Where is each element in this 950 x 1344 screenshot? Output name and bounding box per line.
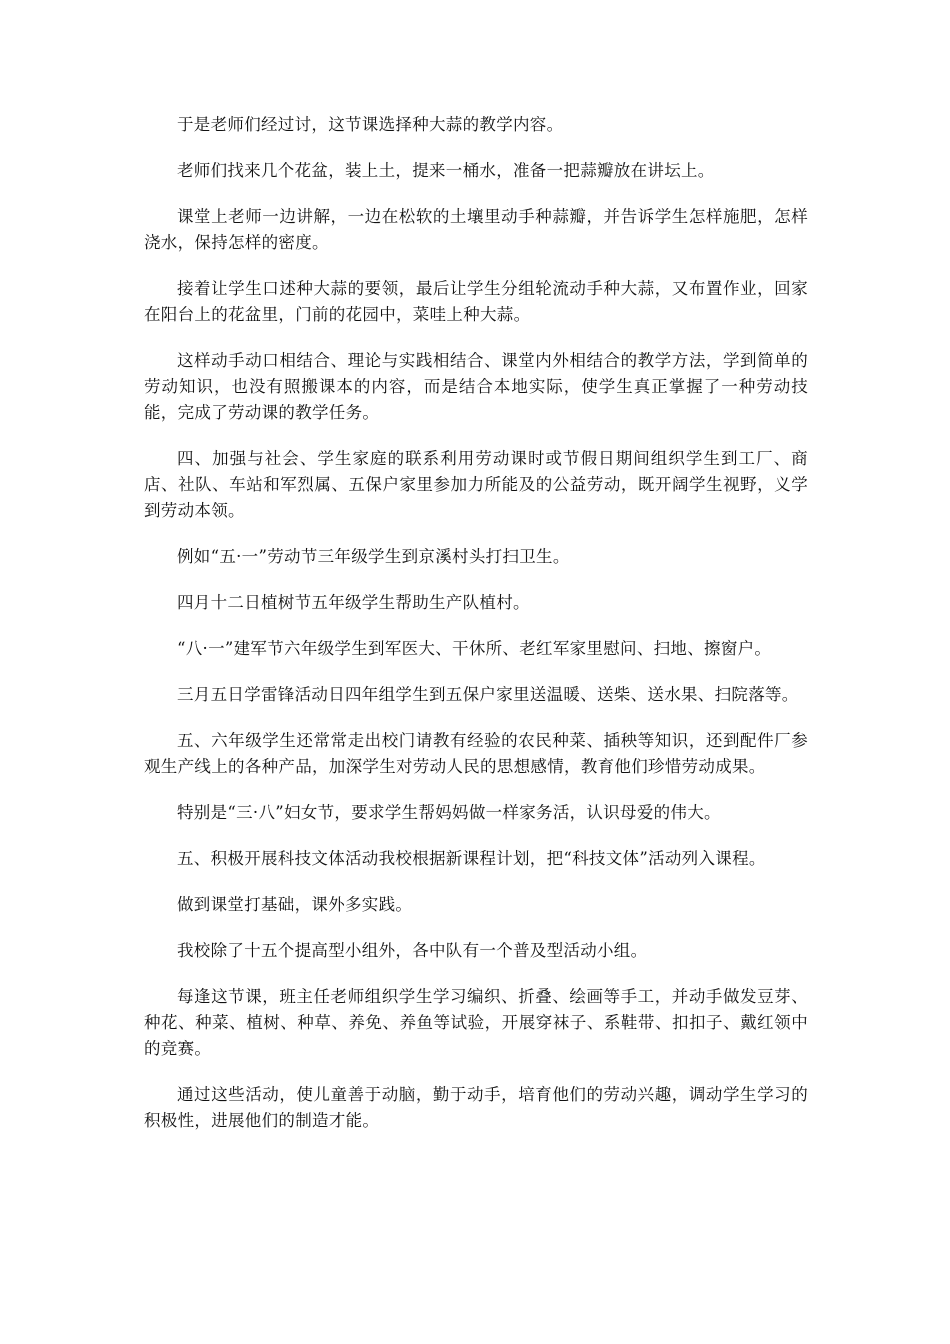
paragraph: 五、积极开展科技文体活动我校根据新课程计划，把“科技文体”活动列入课程。 bbox=[177, 849, 766, 868]
paragraph: 课堂上老师一边讲解，一边在松软的土壤里动手种蒜瓣，并告诉学生怎样施肥，怎样浇水，保持怎样的密度。 bbox=[144, 207, 808, 252]
paragraph: 通过这些活动，使儿童善于动脑，勤于动手，培育他们的劳动兴趣，调动学生学习的积极性，进展他们的制造才能。 bbox=[144, 1085, 808, 1130]
paragraph: 特别是“三·八”妇女节，要求学生帮妈妈做一样家务活，认识母爱的伟大。 bbox=[177, 803, 721, 822]
paragraph: 做到课堂打基础，课外多实践。 bbox=[177, 895, 413, 914]
paragraph: “八·一”建军节六年级学生到军医大、干休所、老红军家里慰问、扫地、擦窗户。 bbox=[177, 639, 772, 658]
paragraph: 每逢这节课，班主任老师组织学生学习编织、折叠、绘画等手工，并动手做发豆芽、种花、种菜、植树、种草、养免、养鱼等试验，开展穿袜子、系鞋带、扣扣子、戴红领中的竞赛。 bbox=[144, 987, 808, 1058]
paragraph: 三月五日学雷锋活动日四年组学生到五保户家里送温暖、送柴、送水果、扫院落等。 bbox=[177, 685, 799, 704]
paragraph: 例如“五·一”劳动节三年级学生到京溪村头打扫卫生。 bbox=[177, 547, 570, 566]
paragraph: 这样动手动口相结合、理论与实践相结合、课堂内外相结合的教学方法，学到简单的劳动知识，也没有照搬课本的内容，而是结合本地实际，使学生真正掌握了一种劳动技能，完成了劳动课的教学任务。 bbox=[144, 351, 808, 422]
paragraph: 四、加强与社会、学生家庭的联系利用劳动课时或节假日期间组织学生到工厂、商店、社队、车站和军烈属、五保户家里参加力所能及的公益劳动，既开阔学生视野，义学到劳动本领。 bbox=[144, 449, 808, 520]
paragraph: 四月十二日植树节五年级学生帮助生产队植村。 bbox=[177, 593, 530, 612]
document-body bbox=[144, 112, 808, 1154]
paragraph: 五、六年级学生还常常走出校门请教有经验的农民种菜、插秧等知识，还到配件厂参观生产线上的各种产品，加深学生对劳动人民的思想感情，教育他们珍惜劳动成果。 bbox=[144, 731, 808, 776]
paragraph: 我校除了十五个提高型小组外，各中队有一个普及型活动小组。 bbox=[177, 941, 648, 960]
paragraph: 于是老师们经过讨，这节课选择种大蒜的教学内容。 bbox=[177, 115, 564, 134]
paragraph: 老师们找来几个花盆，装上土，提来一桶水，准备一把蒜瓣放在讲坛上。 bbox=[177, 161, 715, 180]
paragraph: 接着让学生口述种大蒜的要领，最后让学生分组轮流动手种大蒜，又布置作业，回家在阳台上的花盆里，门前的花园中，菜哇上种大蒜。 bbox=[144, 279, 808, 324]
